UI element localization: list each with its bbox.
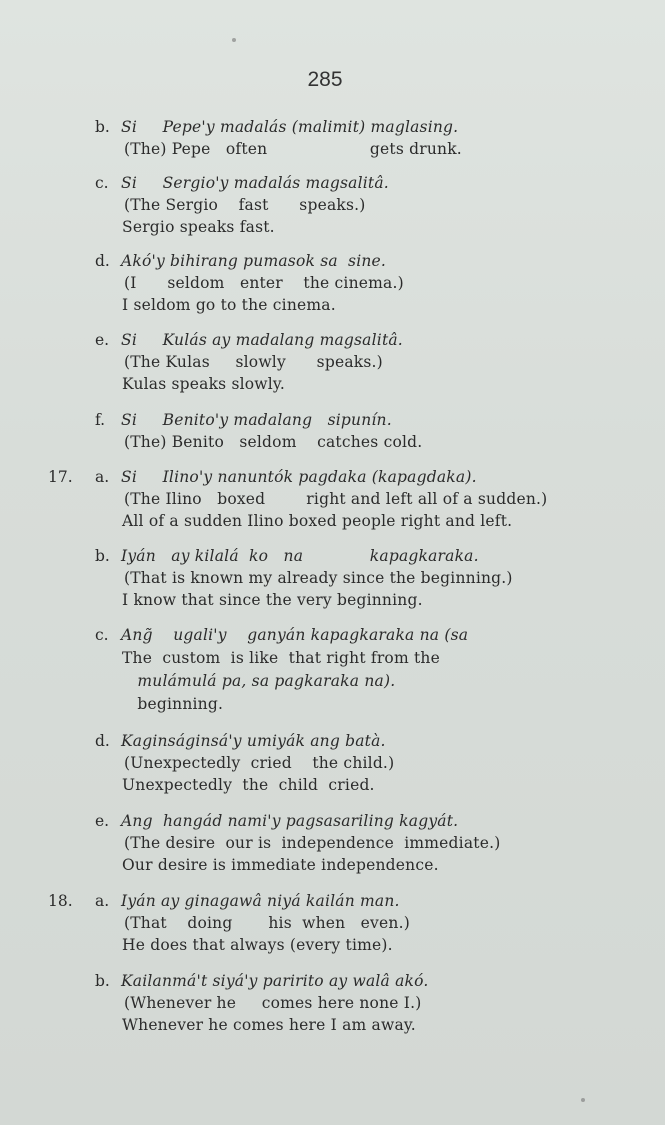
entry-number: 17. [48,468,73,486]
entry-number: 18. [48,892,73,910]
translation-line: I know that since the very beginning. [122,591,423,609]
translation-line: Sergio speaks fast. [122,218,275,236]
gloss-line: beginning. [122,695,224,713]
translation-line: I seldom go to the cinema. [122,296,336,314]
tagalog-line: mulámulá pa, sa pagkaraka na). [122,672,396,690]
entry-letter: b. [95,547,110,565]
entry-letter: d. [95,252,110,270]
translation-line: Kulas speaks slowly. [122,375,285,393]
entry-letter: c. [95,174,109,192]
entry-letter: e. [95,812,110,830]
tagalog-line: Si Sergio'y madalás magsalitâ. [121,174,389,192]
tagalog-line: Si Pepe'y madalás (malimit) maglasing. [121,118,459,136]
tagalog-line: Kailanmá't siyá'y paririto ay walâ akó. [121,972,429,990]
gloss-line: (I seldom enter the cinema.) [124,274,404,292]
paper-speck [581,1098,585,1102]
entry-letter: c. [95,626,109,644]
tagalog-line: Si Ilino'y nanuntók pagdaka (kapagdaka). [121,468,477,486]
entry-letter: e. [95,331,110,349]
gloss-line: (That doing his when even.) [124,914,410,932]
entry-letter: f. [95,411,106,429]
gloss-line: (That is known my already since the beginning.) [124,569,513,587]
tagalog-line: Akó'y bihirang pumasok sa sine. [121,252,387,270]
gloss-line: (The Sergio fast speaks.) [124,196,366,214]
tagalog-line: Ang hangád nami'y pagsasariling kagyát. [121,812,459,830]
entry-letter: b. [95,972,110,990]
entry-letter: a. [95,468,110,486]
translation-line: Unexpectedly the child cried. [122,776,375,794]
gloss-line: (Unexpectedly cried the child.) [124,754,395,772]
tagalog-line: Ang̃ ugali'y ganyán kapagkaraka na (sa [121,626,469,644]
tagalog-line: Iyán ay ginagawâ niyá kailán man. [121,892,400,910]
translation-line: He does that always (every time). [122,936,393,954]
gloss-line: (The Ilino boxed right and left all of a sudden.) [124,490,548,508]
gloss-line: (The) Benito seldom catches cold. [124,433,423,451]
tagalog-line: Kaginságinsá'y umiyák ang batà. [121,732,386,750]
gloss-line: (The Kulas slowly speaks.) [124,353,383,371]
paper-speck [232,38,236,42]
translation-line: Our desire is immediate independence. [122,856,439,874]
gloss-line: (Whenever he comes here none I.) [124,994,422,1012]
entry-letter: d. [95,732,110,750]
gloss-line: The custom is like that right from the [122,649,440,667]
translation-line: Whenever he comes here I am away. [122,1016,416,1034]
gloss-line: (The desire our is independence immediate.) [124,834,501,852]
entry-letter: a. [95,892,110,910]
tagalog-line: Si Kulás ay madalang magsalitâ. [121,331,403,349]
translation-line: All of a sudden Ilino boxed people right and left. [122,512,513,530]
tagalog-line: Si Benito'y madalang sipunín. [121,411,392,429]
page-number: 285 [307,68,343,91]
tagalog-line: Iyán ay kilalá ko na kapagkaraka. [121,547,479,565]
gloss-line: (The) Pepe often gets drunk. [124,140,462,158]
entry-letter: b. [95,118,110,136]
